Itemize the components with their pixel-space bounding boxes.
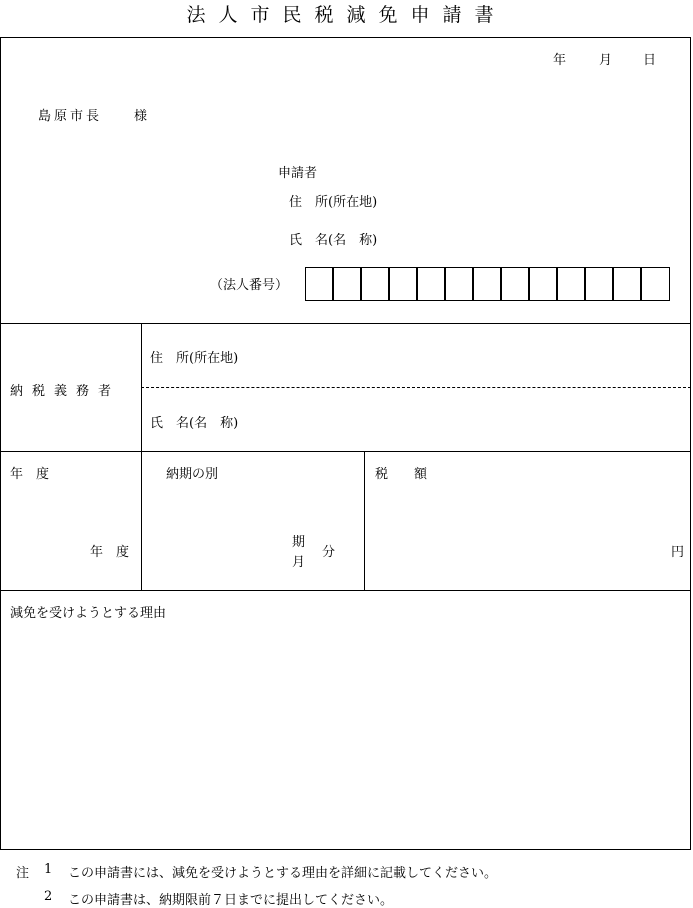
note-2-number: 2 (44, 889, 53, 904)
tax-column-divider (364, 451, 365, 591)
note-1-text: この申請書には、減免を受けようとする理由を詳細に記載してください。 (68, 866, 498, 881)
label-column-divider (141, 323, 142, 591)
reason-input-area[interactable] (10, 625, 680, 840)
divider-taxpayer (0, 451, 691, 452)
amount-unit[interactable]: 円 (671, 545, 685, 560)
taxpayer-name-label[interactable]: 氏 名(名 称) (150, 416, 239, 431)
date-month-label: 月 (599, 53, 613, 68)
year-header: 年 度 (10, 467, 50, 482)
corp-number-box[interactable] (389, 267, 417, 301)
corp-number-box[interactable] (613, 267, 641, 301)
corp-number-label: （法人番号） (210, 278, 289, 293)
applicant-heading: 申請者 (278, 166, 318, 181)
reason-label: 減免を受けようとする理由 (10, 606, 167, 621)
corp-number-box[interactable] (585, 267, 613, 301)
note-1-number: 1 (44, 862, 53, 877)
period-header: 納期の別 (166, 467, 219, 482)
form-title: 法人市民税減免申請書 (186, 4, 507, 26)
note-2-text: この申請書は、納期限前７日までに提出してください。 (68, 893, 394, 908)
corp-number-box[interactable] (445, 267, 473, 301)
corp-number-box[interactable] (417, 267, 445, 301)
taxpayer-address-label[interactable]: 住 所(所在地) (150, 351, 239, 366)
corp-number-box[interactable] (333, 267, 361, 301)
corp-number-box[interactable] (529, 267, 557, 301)
date-year-label: 年 (553, 53, 567, 68)
period-unit-bun: 分 (322, 545, 336, 560)
notes-prefix: 注 (16, 866, 30, 881)
taxpayer-dashed-divider (141, 387, 691, 388)
date-day-label: 日 (643, 53, 657, 68)
corp-number-box[interactable] (361, 267, 389, 301)
divider-header (0, 323, 691, 324)
corp-number-box[interactable] (473, 267, 501, 301)
applicant-address-label: 住 所(所在地) (289, 195, 378, 210)
taxpayer-label: 納税義務者 (10, 384, 121, 399)
amount-header: 税 額 (375, 467, 428, 482)
corp-number-box[interactable] (641, 267, 670, 301)
year-unit[interactable]: 年 度 (90, 545, 130, 560)
corp-number-box[interactable] (305, 267, 333, 301)
corp-number-box[interactable] (557, 267, 585, 301)
period-unit-month[interactable]: 月 (292, 555, 306, 570)
corp-number-box[interactable] (501, 267, 529, 301)
applicant-name-label: 氏 名(名 称) (289, 233, 378, 248)
addressee: 島原市長 様 (38, 109, 151, 124)
divider-taxinfo (0, 590, 691, 591)
period-unit-ki[interactable]: 期 (292, 535, 306, 550)
